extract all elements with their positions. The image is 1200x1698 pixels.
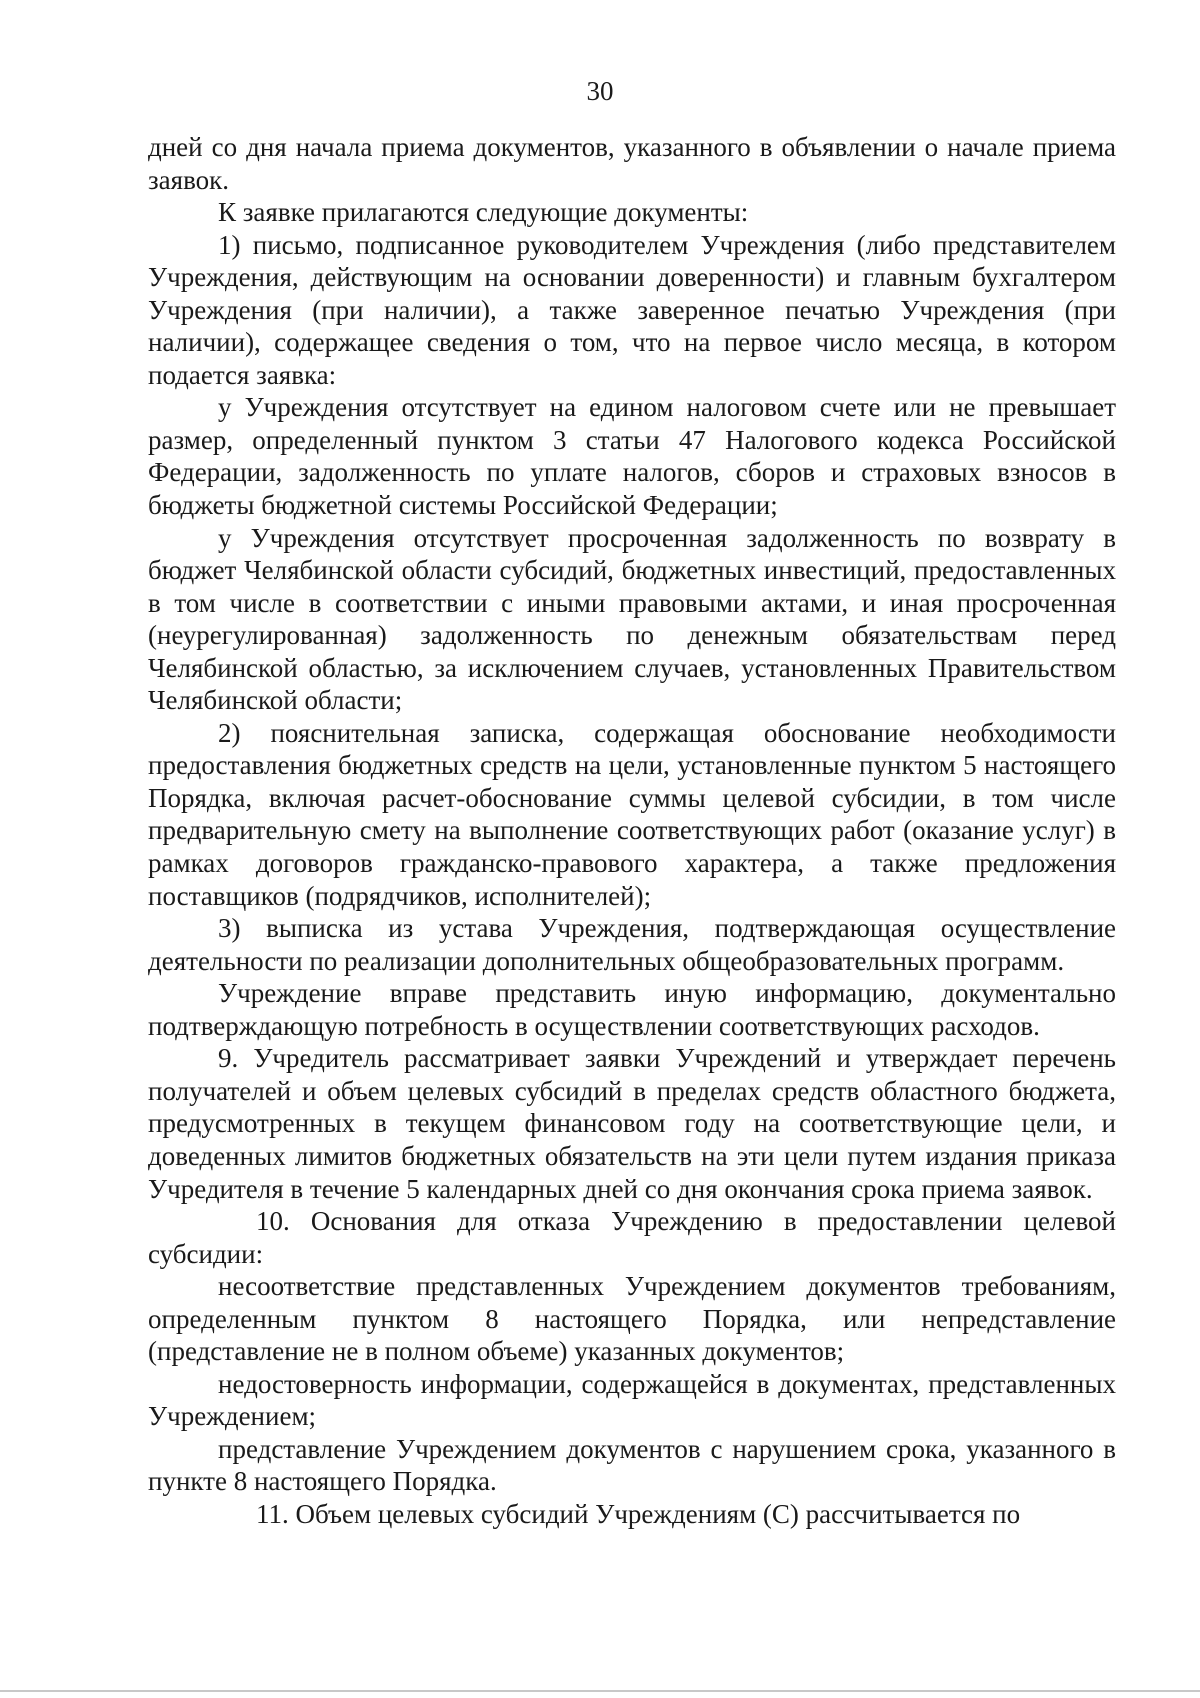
paragraph-refusal-reason-1: несоответствие представленных Учреждением документов требованиям, определенным пунктом 8 настоящего Порядка, или непредставление (представление не в полном объеме) указанных документов; <box>148 1271 1116 1367</box>
paragraph-refusal-reason-3: представление Учреждением документов с нарушением срока, указанного в пункте 8 настоящего Порядка. <box>148 1433 1116 1497</box>
paragraph-item-2: 2) пояснительная записка, содержащая обоснование необходимости предоставления бюджетных средств на цели, установленные пунктом 5 настоящего Порядка, включая расчет-обоснование суммы целевой субсидии, в том числе предварительную смету на выполнение соответствующих работ (оказание услуг) в рамках договоров гражданско-правового характера, а также предложения поставщиков (подрядчиков, исполнителей); <box>148 717 1116 911</box>
paragraph-tax-debt: у Учреждения отсутствует на едином налоговом счете или не превышает размер, определенный пунктом 3 статьи 47 Налогового кодекса Российской Федерации, задолженность по уплате налогов, сборов и страховых взносов в бюджеты бюджетной системы Российской Федерации; <box>148 392 1116 521</box>
paragraph-item-3: 3) выписка из устава Учреждения, подтверждающая осуществление деятельности по реализации дополнительных общеобразовательных программ. <box>148 913 1116 976</box>
paragraph-refusal-reason-2: недостоверность информации, содержащейся в документах, представленных Учреждением; <box>148 1368 1116 1432</box>
paragraph-continuation: дней со дня начала приема документов, указанного в объявлении о начале приема заявок. <box>148 132 1116 195</box>
page-bottom-edge <box>0 1690 1200 1692</box>
paragraph-overdue-debt: у Учреждения отсутствует просроченная задолженность по возврату в бюджет Челябинской области субсидий, бюджетных инвестиций, предоставленных в том числе в соответствии с иными правовыми актами, и иная просроченная (неурегулированная) задолженность по денежным обязательствам перед Челябинской областью, за исключением случаев, установленных Правительством Челябинской области; <box>148 522 1116 716</box>
paragraph-clause-9: 9. Учредитель рассматривает заявки Учреждений и утверждает перечень получателей и объем целевых субсидий в пределах средств областного бюджета, предусмотренных в текущем финансовом году на соответствующие цели, и доведенных лимитов бюджетных обязательств на эти цели путем издания приказа Учредителя в течение 5 календарных дней со дня окончания срока приема заявок. <box>148 1043 1116 1204</box>
paragraph-documents-intro: К заявке прилагаются следующие документы: <box>218 197 749 228</box>
page-number: 30 <box>586 76 614 106</box>
document-body <box>148 131 1116 1531</box>
paragraph-item-1: 1) письмо, подписанное руководителем Учреждения (либо представителем Учреждения, действующим на основании доверенности) и главным бухгалтером Учреждения (при наличии), а также заверенное печатью Учреждения (при наличии), содержащее сведения о том, что на первое число месяца, в котором подается заявка: <box>148 229 1116 390</box>
paragraph-other-info: Учреждение вправе представить иную информацию, документально подтверждающую потребность в осуществлении соответствующих расходов. <box>148 978 1116 1041</box>
paragraph-clause-11: 11. Объем целевых субсидий Учреждениям (С) рассчитывается по <box>256 1498 1021 1529</box>
paragraph-clause-10: 10. Основания для отказа Учреждению в предоставлении целевой субсидии: <box>148 1206 1116 1269</box>
